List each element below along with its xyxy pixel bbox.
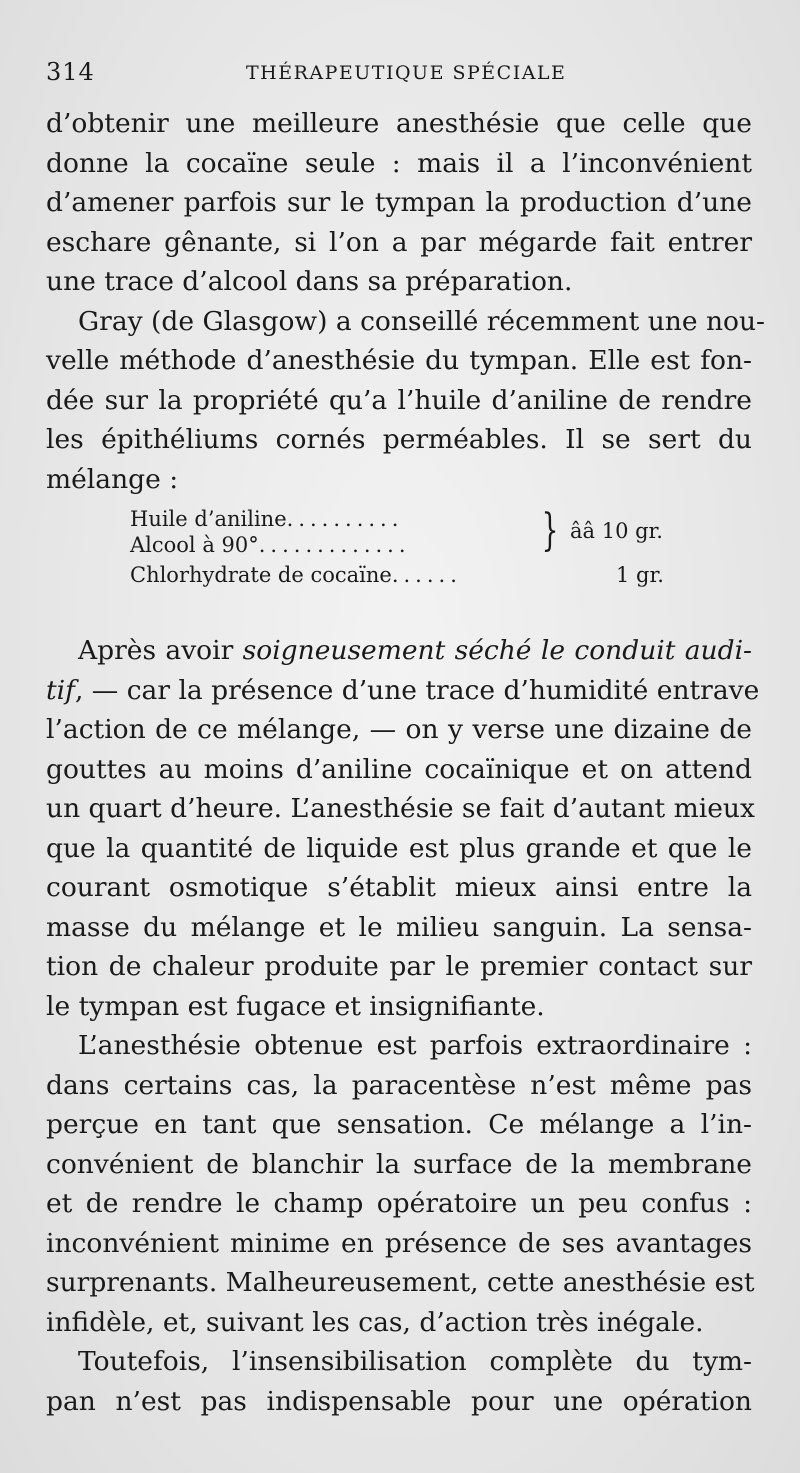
text-line: masse du mélange et le milieu sanguin. La sensa-: [46, 911, 752, 943]
text-line: d’obtenir une meilleure anesthésie que celle que: [46, 108, 752, 139]
recipe-item-dose: 1 gr.: [616, 563, 664, 587]
text-line: que la quantité de liquide est plus grande et que le: [46, 832, 752, 864]
text-line: et de rendre le champ opératoire un peu confus :: [46, 1188, 752, 1219]
text-line: inconvénient minime en présence de ses avantages: [46, 1227, 752, 1259]
text-line: les épithéliums cornés perméables. Il se sert du: [46, 424, 752, 455]
paragraph-2: [46, 302, 765, 500]
text-run: Après avoir: [78, 635, 243, 666]
text-line: surprenants. Malheureusement, cette anesthésie est: [46, 1267, 755, 1298]
recipe-formula: [46, 507, 752, 593]
text-line: [46, 671, 760, 711]
recipe-item-name: Alcool à 90°: [130, 533, 259, 557]
text-line: une trace d’alcool dans sa préparation.: [46, 266, 573, 297]
text-line: l’action de ce mélange, — on y verse une dizaine de: [46, 714, 752, 745]
recipe-item-dots: ......: [391, 563, 462, 587]
paragraph-4: [46, 1026, 755, 1342]
text-line: gouttes au moins d’aniline cocaïnique et on attend: [46, 753, 752, 785]
recipe-item-name: Huile d’aniline: [130, 507, 287, 531]
text-line: Gray (de Glasgow) a conseillé récemment une nou-: [78, 305, 765, 337]
paragraph-1: [46, 104, 752, 302]
recipe-item: [130, 563, 462, 587]
text-line: convénient de blanchir la surface de la membrane: [46, 1148, 752, 1180]
recipe-item: [130, 533, 411, 557]
text-line: d’amener parfois sur le tympan la production d’une: [46, 187, 752, 218]
text-line: L’anesthésie obtenue est parfois extraordinaire :: [78, 1030, 752, 1061]
text-line: mélange :: [46, 463, 179, 495]
italic-run: tif: [46, 674, 75, 706]
recipe-item-dots: ..........: [286, 507, 404, 531]
text-line: dans certains cas, la paracentèse n’est même pas: [46, 1069, 752, 1101]
recipe-item-dots: .............: [258, 533, 411, 557]
text-line: courant osmotique s’établit mieux ainsi entre la: [46, 872, 752, 903]
text-line: dée sur la propriété qu’a l’huile d’aniline de rendre: [46, 384, 752, 416]
text-line: infidèle, et, suivant les cas, d’action très inégale.: [46, 1306, 704, 1338]
paragraph-5: [46, 1342, 752, 1421]
recipe-shared-dose: ââ 10 gr.: [570, 519, 663, 543]
text-line: pan n’est pas indispensable pour une opération: [46, 1385, 752, 1417]
page-number: 314: [46, 58, 95, 86]
body-text: [46, 104, 765, 1421]
page-header: [0, 56, 800, 92]
text-line: un quart d’heure. L’anesthésie se fait d’autant mieux: [46, 793, 755, 824]
text-line: donne la cocaïne seule : mais il a l’inconvénient: [46, 147, 752, 179]
text-line: [46, 631, 752, 671]
italic-run: soigneusement séché le conduit audi-: [242, 635, 753, 666]
text-line: velle méthode d’anesthésie du tympan. Elle est fon-: [46, 345, 752, 376]
text-line: le tympan est fugace et insignifiante.: [46, 990, 545, 1022]
recipe-item-name: Chlorhydrate de cocaïne: [130, 563, 392, 587]
paragraph-3: [46, 631, 760, 1026]
text-line: eschare gênante, si l’on a par mégarde fait entrer: [46, 226, 752, 258]
text-line: tion de chaleur produite par le premier contact sur: [46, 951, 752, 982]
text-line: perçue en tant que sensation. Ce mélange a l’in-: [46, 1109, 752, 1140]
recipe-item: [130, 507, 403, 531]
running-title: THÉRAPEUTIQUE SPÉCIALE: [246, 62, 567, 84]
text-run: , — car la présence d’une trace d’humidité entrave: [74, 674, 760, 706]
brace-icon: }: [541, 505, 559, 556]
text-line: Toutefois, l’insensibilisation complète du tym-: [78, 1346, 752, 1377]
